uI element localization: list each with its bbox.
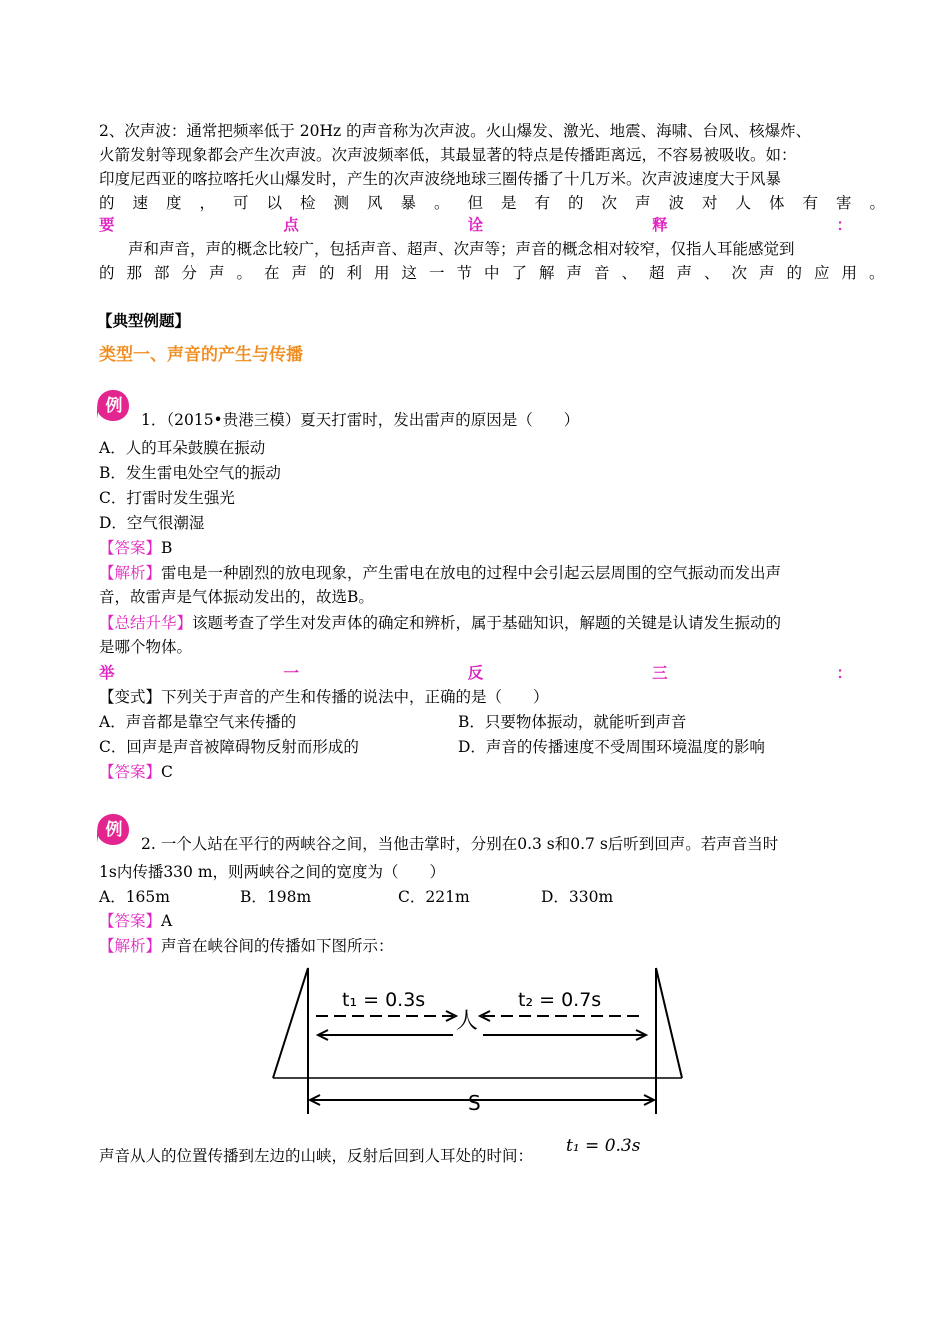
ex2-analysis: 【解析】声音在峡谷间的传播如下图所示： (99, 937, 394, 955)
canyon-diagram (268, 962, 688, 1122)
distance-s-label: S (468, 1091, 481, 1115)
key-points-p1: 声和声音，声的概念比较广，包括声音、超声、次声等；声音的概念相对较窄，仅指人耳能感觉到 (128, 240, 795, 258)
t1-formula: t₁ = 0.3s (566, 1136, 641, 1156)
ex1-question: 1．（2015•贵港三模）夏天打雷时，发出雷声的原因是（ ） (141, 411, 580, 429)
variant-question: 【变式】下列关于声音的产生和传播的说法中，正确的是（ ） (99, 688, 549, 706)
ex1-option-b: B．发生雷电处空气的振动 (99, 464, 281, 482)
ex1-summary-2: 是哪个物体。 (99, 638, 193, 656)
ex1-option-d: D．空气很潮湿 (99, 514, 205, 532)
right-cliff (656, 968, 682, 1114)
ex1-answer: 【答案】B (99, 539, 173, 557)
ex2-question-1: 2. 一个人站在平行的两峡谷之间，当他击掌时，分别在0.3 s和0.7 s后听到回声。若声音当时 (141, 835, 779, 853)
variant-answer: 【答案】C (99, 763, 173, 781)
intro-line-4: 的速度，可以检测风暴。但是有的次声波对人体有害。 (99, 194, 904, 212)
variant-option-a: A．声音都是靠空气来传播的 (99, 713, 297, 731)
left-cliff (273, 968, 308, 1114)
ex2-answer: 【答案】A (99, 912, 173, 930)
ex1-analysis-1: 【解析】雷电是一种剧烈的放电现象，产生雷电在放电的过程中会引起云层周围的空气振动而发出声 (99, 564, 782, 582)
ex2-option-c: C．221m (398, 888, 470, 906)
ex1-option-a: A．人的耳朵鼓膜在振动 (99, 439, 266, 457)
intro-line-3: 印度尼西亚的喀拉喀托火山爆发时，产生的次声波绕地球三圈传播了十几万米。次声波速度大于风暴 (99, 170, 782, 188)
t2-label: t₂ = 0.7s (518, 989, 602, 1011)
key-points-heading: 要点诠释： (99, 215, 852, 234)
example-badge-text-2: 例 (105, 820, 123, 840)
ex2-last-line: 声音从人的位置传播到左边的山峡，反射后回到人耳处的时间： (99, 1147, 534, 1165)
ex1-summary-1: 【总结升华】该题考查了学生对发声体的确定和辨析，属于基础知识，解题的关键是认请发生振动的 (99, 614, 782, 632)
variant-option-b: B．只要物体振动，就能听到声音 (458, 713, 687, 731)
example-badge-icon (96, 388, 130, 422)
ex1-option-c: C．打雷时发生强光 (99, 489, 235, 507)
person-label: 人 (456, 1009, 479, 1034)
fanyi-heading: 举一反三： (99, 663, 852, 682)
key-points-p2: 的那部分声。在声的利用这一节中了解声音、超声、次声的应用。 (99, 264, 897, 282)
ex1-analysis-2: 音，故雷声是气体振动发出的，故选B。 (99, 588, 374, 606)
ex2-option-d: D．330m (541, 888, 614, 906)
intro-line-1: 2、次声波：通常把频率低于 20Hz 的声音称为次声波。火山爆发、激光、地震、海啸、台风、核爆炸、 (99, 122, 812, 140)
t1-label: t₁ = 0.3s (342, 989, 426, 1011)
type-title: 类型一、声音的产生与传播 (99, 345, 303, 365)
example-badge-icon-2 (96, 812, 130, 846)
ex2-option-b: B．198m (240, 888, 312, 906)
variant-option-c: C．回声是声音被障碍物反射而形成的 (99, 738, 359, 756)
variant-option-d: D．声音的传播速度不受周围环境温度的影响 (458, 738, 765, 756)
ex2-question-2: 1s内传播330 m，则两峡谷之间的宽度为（ ） (99, 863, 446, 881)
example-badge-text: 例 (105, 396, 123, 416)
ex2-option-a: A．165m (99, 888, 170, 906)
section-title: 【典型例题】 (97, 311, 191, 330)
intro-line-2: 火箭发射等现象都会产生次声波。次声波频率低，其最显著的特点是传播距离远，不容易被吸收。如： (99, 146, 797, 164)
